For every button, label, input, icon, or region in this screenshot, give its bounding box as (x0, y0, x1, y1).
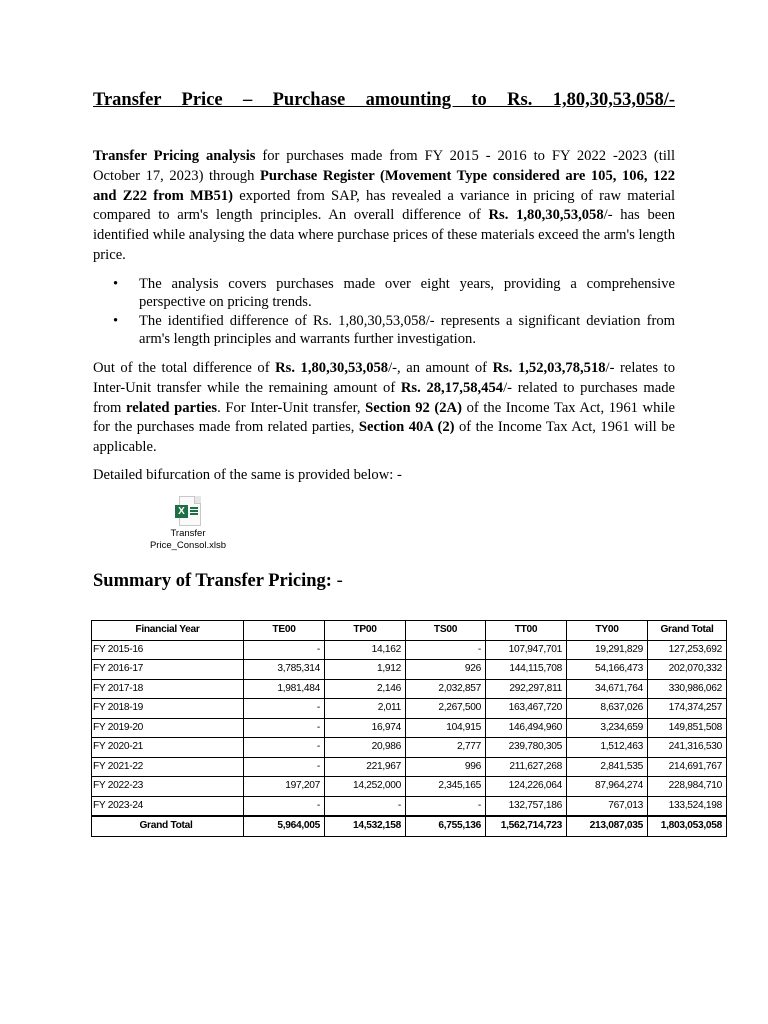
finding-item (93, 313, 675, 348)
value-cell: 144,115,708 (486, 660, 567, 680)
financial-year-cell: FY 2016-17 (92, 660, 244, 680)
financial-year-cell: FY 2022-23 (92, 777, 244, 797)
breakdown-paragraph: Out of the total difference of Rs. 1,80,30,53,058/-, an amount of Rs. 1,52,03,78,518/- relates to Inter-Unit transfer while the remaining amount of Rs. 28,17,58,454/- related to purchases made from related parties. For Inter-Unit transfer, Section 92 (2A) of the Income Tax Act, 1961 while for the purchases made from related parties, Section 40A (2) of the Income Tax Act, 1961 will be applicable. (93, 360, 675, 456)
financial-year-cell: FY 2015-16 (92, 640, 244, 660)
value-cell: - (244, 796, 325, 816)
summary-heading: Summary of Transfer Pricing: - (93, 571, 343, 591)
header-te00: TE00 (244, 621, 325, 641)
value-cell: 14,252,000 (325, 777, 406, 797)
value-cell: 239,780,305 (486, 738, 567, 758)
value-cell: 3,785,314 (244, 660, 325, 680)
header-ts00: TS00 (406, 621, 486, 641)
value-cell: 54,166,473 (567, 660, 648, 680)
financial-year-cell: FY 2018-19 (92, 699, 244, 719)
header-tp00: TP00 (325, 621, 406, 641)
value-cell: 2,841,535 (567, 757, 648, 777)
value-cell: 16,974 (325, 718, 406, 738)
table-row (92, 757, 727, 777)
finding-text: The identified difference of Rs. 1,80,30,53,058/- represents a significant deviation from arm's length principles and warrants further investigation. (139, 313, 675, 347)
financial-year-cell: FY 2020-21 (92, 738, 244, 758)
value-cell: 107,947,701 (486, 640, 567, 660)
intro-paragraph: Transfer Pricing analysis for purchases made from FY 2015 - 2016 to FY 2022 -2023 (till October 17, 2023) through Purchase Register (Movement Type considered are 105, 106, 122 and Z22 from MB51) exported from SAP, has revealed a variance in pricing of raw material compared to arm's length principles. An overall difference of Rs. 1,80,30,53,058/- has been identified while analysing the data where purchase prices of these materials exceed the arm's length price. (93, 148, 676, 263)
table-row (92, 738, 727, 758)
value-cell: 996 (406, 757, 486, 777)
value-cell: - (325, 796, 406, 816)
value-cell: - (406, 796, 486, 816)
value-cell: 19,291,829 (567, 640, 648, 660)
table-row (92, 660, 727, 680)
value-cell: 202,070,332 (648, 660, 727, 680)
value-cell: 104,915 (406, 718, 486, 738)
grand-total-label: Grand Total (92, 816, 244, 836)
financial-year-cell: FY 2017-18 (92, 679, 244, 699)
value-cell: 132,757,186 (486, 796, 567, 816)
value-cell: 127,253,692 (648, 640, 727, 660)
grand-total-cell: 6,755,136 (406, 816, 486, 836)
value-cell: 2,146 (325, 679, 406, 699)
value-cell: - (406, 640, 486, 660)
value-cell: 211,627,268 (486, 757, 567, 777)
value-cell: 228,984,710 (648, 777, 727, 797)
grand-total-cell: 1,562,714,723 (486, 816, 567, 836)
header-financial-year: Financial Year (92, 621, 244, 641)
value-cell: 3,234,659 (567, 718, 648, 738)
excel-file-icon: X (175, 496, 201, 526)
document-title: Transfer Price – Purchase amounting to Rs. 1,80,30,53,058/- (93, 90, 675, 110)
value-cell: 87,964,274 (567, 777, 648, 797)
value-cell: 146,494,960 (486, 718, 567, 738)
value-cell: 2,267,500 (406, 699, 486, 719)
findings-list (93, 276, 675, 350)
value-cell: - (244, 718, 325, 738)
value-cell: - (244, 757, 325, 777)
value-cell: 1,981,484 (244, 679, 325, 699)
bifurcation-text: Detailed bifurcation of the same is provided below: - (93, 467, 402, 483)
table-header-row (92, 621, 727, 641)
value-cell: 241,316,530 (648, 738, 727, 758)
value-cell: 163,467,720 (486, 699, 567, 719)
value-cell: 2,345,165 (406, 777, 486, 797)
header-grand-total: Grand Total (648, 621, 727, 641)
table-row (92, 640, 727, 660)
value-cell: 2,011 (325, 699, 406, 719)
grand-total-row (92, 816, 727, 836)
value-cell: - (244, 640, 325, 660)
value-cell: 926 (406, 660, 486, 680)
value-cell: 124,226,064 (486, 777, 567, 797)
bullet-icon: • (113, 313, 119, 329)
value-cell: 2,777 (406, 738, 486, 758)
financial-year-cell: FY 2021-22 (92, 757, 244, 777)
finding-item (93, 276, 675, 311)
value-cell: 14,162 (325, 640, 406, 660)
value-cell: 20,986 (325, 738, 406, 758)
value-cell: - (244, 738, 325, 758)
grand-total-cell: 5,964,005 (244, 816, 325, 836)
financial-year-cell: FY 2019-20 (92, 718, 244, 738)
grand-total-cell: 1,803,053,058 (648, 816, 727, 836)
value-cell: 767,013 (567, 796, 648, 816)
grand-total-cell: 213,087,035 (567, 816, 648, 836)
embedded-excel-attachment[interactable] (146, 496, 230, 552)
financial-year-cell: FY 2023-24 (92, 796, 244, 816)
attachment-label-line1: Transfer (170, 528, 206, 539)
value-cell: 330,986,062 (648, 679, 727, 699)
table-row (92, 777, 727, 797)
grand-total-cell: 14,532,158 (325, 816, 406, 836)
value-cell: 214,691,767 (648, 757, 727, 777)
value-cell: 8,637,026 (567, 699, 648, 719)
value-cell: - (244, 699, 325, 719)
attachment-label-line2: Price_Consol.xlsb (149, 540, 227, 551)
value-cell: 149,851,508 (648, 718, 727, 738)
value-cell: 34,671,764 (567, 679, 648, 699)
bullet-icon: • (113, 276, 119, 292)
table-row (92, 679, 727, 699)
header-ty00: TY00 (567, 621, 648, 641)
finding-text: The analysis covers purchases made over eight years, providing a comprehensive perspective on pricing trends. (139, 276, 675, 310)
value-cell: 174,374,257 (648, 699, 727, 719)
value-cell: 1,512,463 (567, 738, 648, 758)
table-row (92, 796, 727, 816)
value-cell: 292,297,811 (486, 679, 567, 699)
header-tt00: TT00 (486, 621, 567, 641)
value-cell: 221,967 (325, 757, 406, 777)
value-cell: 2,032,857 (406, 679, 486, 699)
transfer-pricing-summary-table (91, 620, 727, 837)
table-row (92, 699, 727, 719)
value-cell: 1,912 (325, 660, 406, 680)
value-cell: 133,524,198 (648, 796, 727, 816)
table-row (92, 718, 727, 738)
value-cell: 197,207 (244, 777, 325, 797)
